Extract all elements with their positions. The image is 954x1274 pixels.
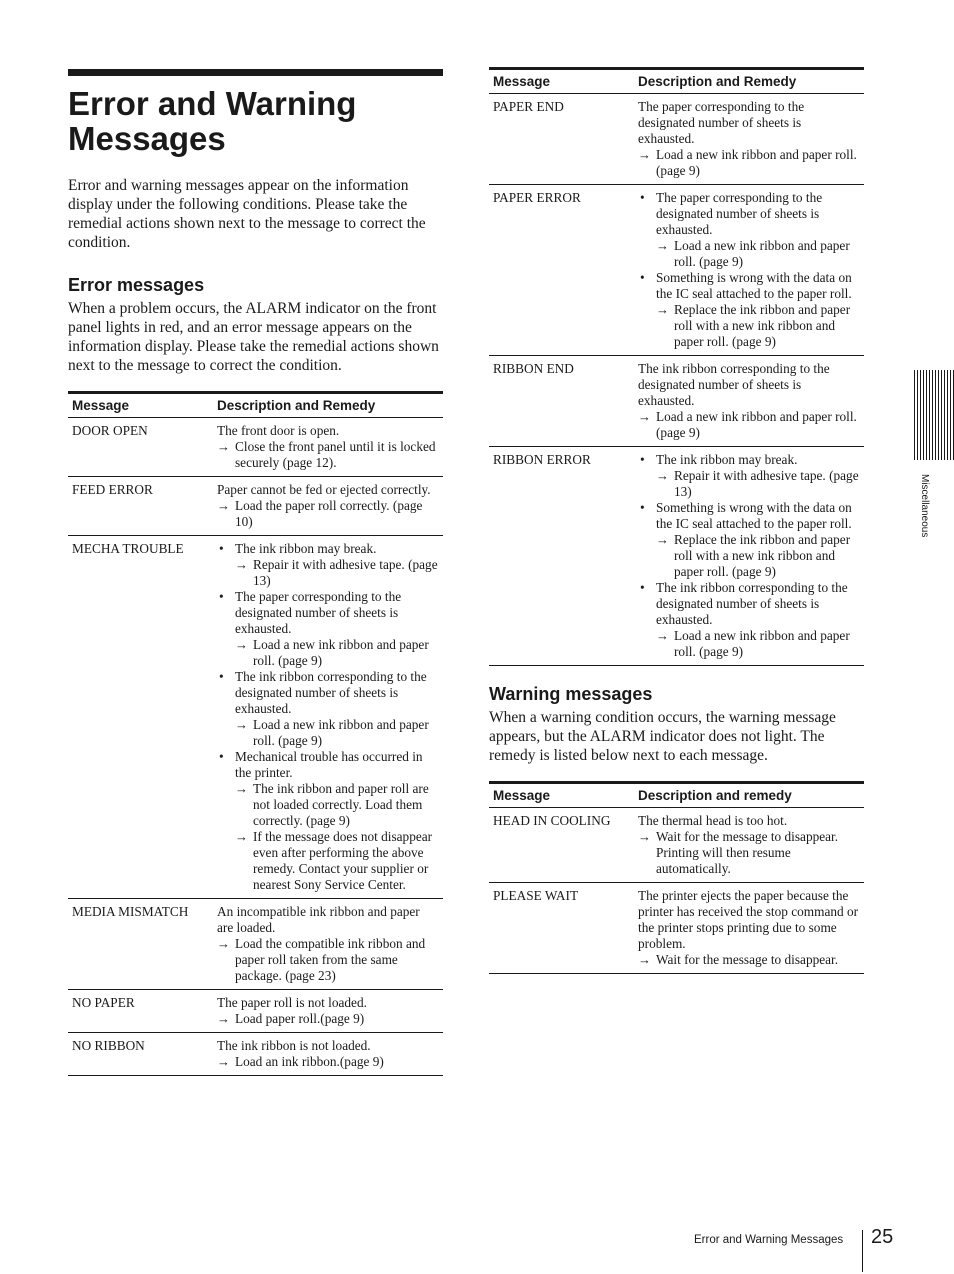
remedy xyxy=(217,1054,439,1070)
table-row xyxy=(68,536,443,899)
error-messages-heading: Error messages xyxy=(68,275,205,295)
list-item xyxy=(217,669,439,749)
description-cell xyxy=(213,418,443,477)
message-cell: RIBBON END xyxy=(489,356,634,447)
remedy xyxy=(217,1011,439,1027)
bullet-icon: • xyxy=(640,580,645,595)
remedy xyxy=(235,829,439,893)
section-tab xyxy=(914,370,954,460)
remedy xyxy=(638,829,860,877)
arrow-icon: → xyxy=(638,829,651,844)
arrow-icon: → xyxy=(235,781,248,796)
remedy-text: Load a new ink ribbon and paper roll. (page 9) xyxy=(656,409,857,440)
col-header-description: Description and Remedy xyxy=(213,393,443,418)
remedy xyxy=(656,532,860,580)
description-cell xyxy=(634,883,864,974)
arrow-icon: → xyxy=(656,238,669,253)
remedy xyxy=(235,717,439,749)
remedy-text: If the message does not disappear even after performing the above remedy. Contact your supplier or nearest Sony Service Center. xyxy=(253,829,433,892)
list-item xyxy=(217,749,439,893)
section-tab-label: Miscellaneous xyxy=(919,474,930,538)
description-text: The paper roll is not loaded. xyxy=(217,995,367,1010)
remedy xyxy=(656,302,860,350)
bullet-icon: • xyxy=(640,190,645,205)
bullet-icon: • xyxy=(219,669,224,684)
arrow-icon: → xyxy=(656,468,669,483)
message-cell: DOOR OPEN xyxy=(68,418,213,477)
table-row xyxy=(68,418,443,477)
remedy-text: Wait for the message to disappear. xyxy=(656,952,839,967)
remedy-text: Load a new ink ribbon and paper roll. (page 9) xyxy=(253,637,429,668)
page-number: 25 xyxy=(871,1226,894,1248)
description-text: The paper corresponding to the designated number of sheets is exhausted. xyxy=(638,99,805,146)
remedy xyxy=(638,409,860,441)
description-cell xyxy=(213,990,443,1033)
list-item xyxy=(638,500,860,580)
remedy-text: Load the paper roll correctly. (page 10) xyxy=(235,498,423,529)
remedy xyxy=(638,952,860,968)
description-text: The thermal head is too hot. xyxy=(638,813,788,828)
remedy-text: Load a new ink ribbon and paper roll. (page 9) xyxy=(674,238,850,269)
description-text: The front door is open. xyxy=(217,423,340,438)
arrow-icon: → xyxy=(638,952,651,967)
remedy xyxy=(656,628,860,660)
bullet-list xyxy=(217,541,439,893)
bullet-icon: • xyxy=(640,500,645,515)
message-cell: NO RIBBON xyxy=(68,1033,213,1076)
bullet-icon: • xyxy=(219,749,224,764)
intro-paragraph: Error and warning messages appear on the information display under the following conditions. Please take the remedial actions shown next to the message to correct the condition. xyxy=(68,177,426,251)
table-row xyxy=(489,185,864,356)
bullet-icon: • xyxy=(640,270,645,285)
bullet-icon: • xyxy=(219,541,224,556)
bullet-text: Something is wrong with the data on the IC seal attached to the paper roll. xyxy=(656,270,852,301)
table-row xyxy=(489,883,864,974)
description-text: The ink ribbon is not loaded. xyxy=(217,1038,371,1053)
remedy-text: Close the front panel until it is locked securely (page 12). xyxy=(235,439,436,470)
arrow-icon: → xyxy=(235,557,248,572)
remedy-text: Load a new ink ribbon and paper roll. (page 9) xyxy=(674,628,850,659)
description-text: Paper cannot be fed or ejected correctly. xyxy=(217,482,431,497)
page-title: Error and Warning Messages xyxy=(68,85,357,157)
arrow-icon: → xyxy=(217,1054,230,1069)
arrow-icon: → xyxy=(235,717,248,732)
remedy-text: Load a new ink ribbon and paper roll. (page 9) xyxy=(253,717,429,748)
description-text: The printer ejects the paper because the printer has received the stop command or the printer stops printing due to some problem. xyxy=(638,888,859,951)
list-item xyxy=(638,452,860,500)
list-item xyxy=(638,580,860,660)
warning-messages-intro: When a warning condition occurs, the warning message appears, but the ALARM indicator does not light. The remedy is listed below next to each message. xyxy=(489,709,836,764)
bullet-list xyxy=(638,190,860,350)
remedy-text: Repair it with adhesive tape. (page 13) xyxy=(674,468,859,499)
remedy-text: Load an ink ribbon.(page 9) xyxy=(235,1054,384,1069)
bullet-text: The ink ribbon may break. xyxy=(235,541,377,556)
description-cell xyxy=(213,899,443,990)
table-row xyxy=(489,356,864,447)
col-header-message: Message xyxy=(489,783,634,808)
arrow-icon: → xyxy=(217,439,230,454)
list-item xyxy=(638,270,860,350)
bullet-text: The ink ribbon corresponding to the designated number of sheets is exhausted. xyxy=(235,669,427,716)
error-messages-table xyxy=(68,391,443,1076)
description-cell xyxy=(213,477,443,536)
remedy-text: Replace the ink ribbon and paper roll with a new ink ribbon and paper roll. (page 9) xyxy=(674,532,851,579)
arrow-icon: → xyxy=(217,1011,230,1026)
col-header-message: Message xyxy=(68,393,213,418)
section-tab-stripes xyxy=(914,370,954,460)
bullet-text: The paper corresponding to the designated number of sheets is exhausted. xyxy=(235,589,402,636)
message-cell: RIBBON ERROR xyxy=(489,447,634,666)
remedy-text: Replace the ink ribbon and paper roll with a new ink ribbon and paper roll. (page 9) xyxy=(674,302,851,349)
arrow-icon: → xyxy=(656,532,669,547)
arrow-icon: → xyxy=(638,409,651,424)
table-row xyxy=(68,990,443,1033)
message-cell: MECHA TROUBLE xyxy=(68,536,213,899)
list-item xyxy=(217,589,439,669)
table-row xyxy=(68,1033,443,1076)
bullet-list xyxy=(638,452,860,660)
description-text: An incompatible ink ribbon and paper are loaded. xyxy=(217,904,420,935)
bullet-icon: • xyxy=(219,589,224,604)
table-row xyxy=(489,447,864,666)
arrow-icon: → xyxy=(217,936,230,951)
bullet-icon: • xyxy=(640,452,645,467)
message-cell: MEDIA MISMATCH xyxy=(68,899,213,990)
bullet-text: The paper corresponding to the designated number of sheets is exhausted. xyxy=(656,190,823,237)
description-cell xyxy=(213,536,443,899)
remedy xyxy=(656,238,860,270)
remedy xyxy=(217,936,439,984)
error-messages-table-continued xyxy=(489,67,864,666)
remedy-text: The ink ribbon and paper roll are not loaded correctly. Load them correctly. (page 9) xyxy=(253,781,429,828)
message-cell: PAPER END xyxy=(489,94,634,185)
remedy-text: Repair it with adhesive tape. (page 13) xyxy=(253,557,438,588)
error-messages-intro: When a problem occurs, the ALARM indicator on the front panel lights in red, and an error message appears on the information display. Please take the remedial actions shown next to the message to correct the condition. xyxy=(68,300,439,374)
remedy xyxy=(235,557,439,589)
remedy-text: Load paper roll.(page 9) xyxy=(235,1011,365,1026)
remedy-text: Load the compatible ink ribbon and paper roll taken from the same package. (page 23) xyxy=(235,936,426,983)
remedy xyxy=(638,147,860,179)
col-header-description: Description and remedy xyxy=(634,783,864,808)
right-column xyxy=(489,67,864,974)
footer-divider xyxy=(862,1230,863,1272)
list-item xyxy=(638,190,860,270)
col-header-description: Description and Remedy xyxy=(634,69,864,94)
remedy-text: Load a new ink ribbon and paper roll. (page 9) xyxy=(656,147,857,178)
description-text: The ink ribbon corresponding to the designated number of sheets is exhausted. xyxy=(638,361,830,408)
table-row xyxy=(68,477,443,536)
arrow-icon: → xyxy=(235,829,248,844)
left-column xyxy=(68,69,443,1076)
description-cell xyxy=(634,94,864,185)
arrow-icon: → xyxy=(638,147,651,162)
message-cell: NO PAPER xyxy=(68,990,213,1033)
footer-section-title: Error and Warning Messages xyxy=(694,1234,844,1246)
description-cell xyxy=(213,1033,443,1076)
description-cell xyxy=(634,356,864,447)
table-row xyxy=(68,899,443,990)
bullet-text: Mechanical trouble has occurred in the printer. xyxy=(235,749,423,780)
remedy xyxy=(656,468,860,500)
table-row xyxy=(489,808,864,883)
title-rule xyxy=(68,69,443,76)
message-cell: PAPER ERROR xyxy=(489,185,634,356)
description-cell xyxy=(634,808,864,883)
list-item xyxy=(217,541,439,589)
remedy xyxy=(235,781,439,829)
bullet-text: The ink ribbon may break. xyxy=(656,452,798,467)
bullet-text: The ink ribbon corresponding to the designated number of sheets is exhausted. xyxy=(656,580,848,627)
message-cell: FEED ERROR xyxy=(68,477,213,536)
warning-messages-table xyxy=(489,781,864,974)
arrow-icon: → xyxy=(217,498,230,513)
remedy xyxy=(235,637,439,669)
message-cell: HEAD IN COOLING xyxy=(489,808,634,883)
message-cell: PLEASE WAIT xyxy=(489,883,634,974)
bullet-text: Something is wrong with the data on the IC seal attached to the paper roll. xyxy=(656,500,852,531)
arrow-icon: → xyxy=(656,628,669,643)
remedy xyxy=(217,439,439,471)
warning-messages-heading: Warning messages xyxy=(489,684,653,704)
arrow-icon: → xyxy=(235,637,248,652)
remedy xyxy=(217,498,439,530)
description-cell xyxy=(634,447,864,666)
description-cell xyxy=(634,185,864,356)
arrow-icon: → xyxy=(656,302,669,317)
remedy-text: Wait for the message to disappear. Printing will then resume automatically. xyxy=(656,829,839,876)
table-row xyxy=(489,94,864,185)
col-header-message: Message xyxy=(489,69,634,94)
